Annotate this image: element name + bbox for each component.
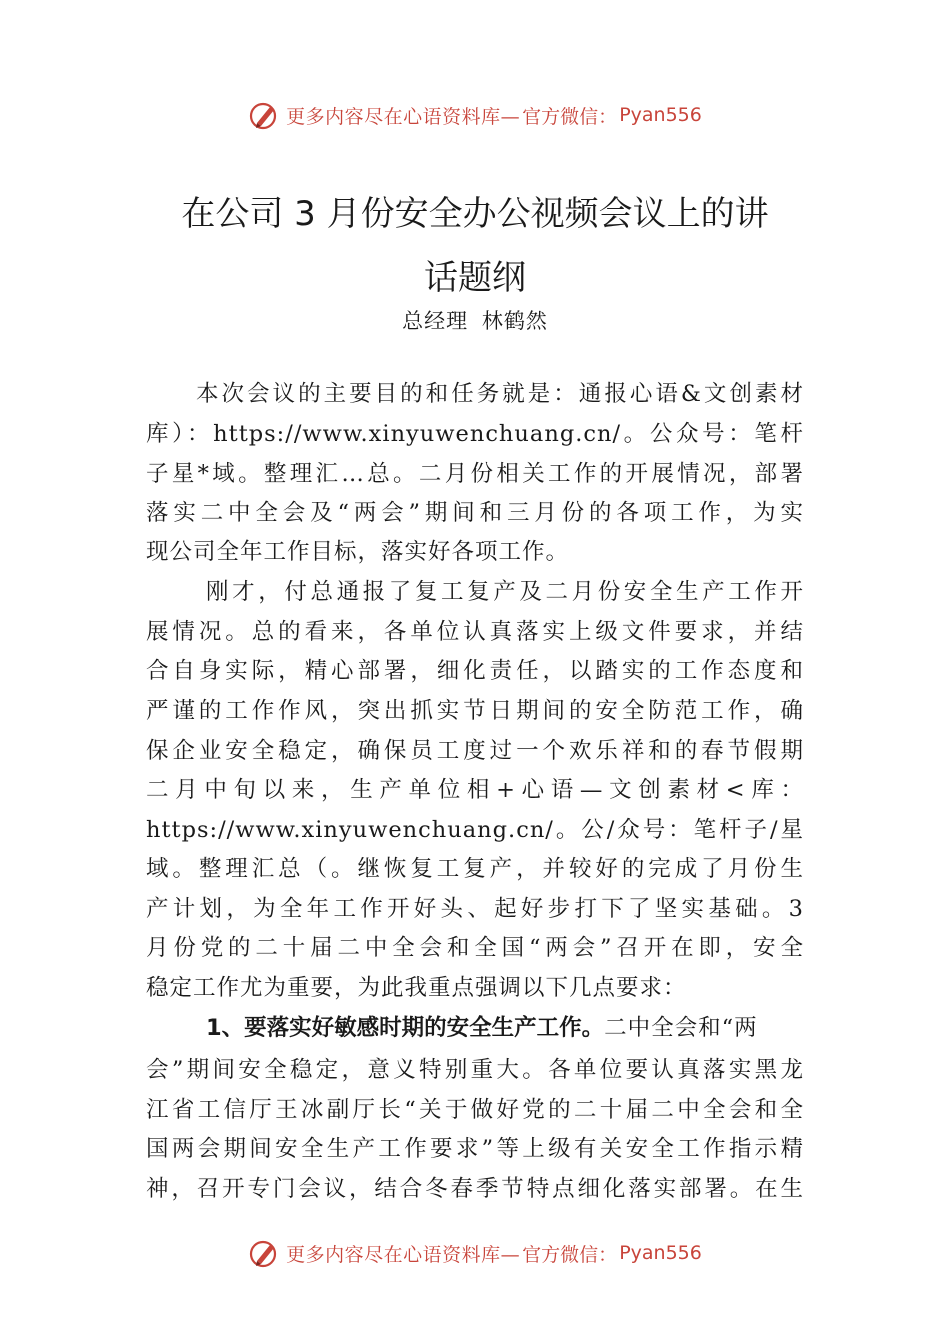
- body-line: 严谨的工作作风，突出抓实节日期间的安全防范工作，确: [146, 698, 804, 724]
- body-line: 落实二中全会及“两会”期间和三月份的各项工作，为实: [146, 500, 804, 526]
- banner-contact-label: 官方微信：: [522, 1243, 618, 1266]
- body-line: 展情况。总的看来，各单位认真落实上级文件要求，并结: [146, 619, 804, 645]
- body-line: 二月中旬以来，生产单位相+心语—文创素材<库：: [146, 777, 804, 803]
- point-1-text: 二中全会和“两: [604, 1015, 758, 1041]
- point-1-first-line: [206, 1008, 804, 1048]
- banner-text: 更多内容尽在心语资料库—: [286, 1243, 521, 1266]
- pen-logo-icon: [248, 99, 280, 131]
- body-line: 库）：https://www.xinyuwenchuang.cn/。公众号：笔杆: [146, 421, 804, 447]
- body-line: 稳定工作尤为重要，为此我重点强调以下几点要求：: [146, 975, 687, 1001]
- banner-contact-label: 官方微信：: [522, 105, 618, 128]
- banner-wechat-id: Pyan556: [619, 1242, 702, 1264]
- body-line: 神，召开专门会议，结合冬春季节特点细化落实部署。在生: [146, 1176, 804, 1202]
- body-line: 刚才，付总通报了复工复产及二月份安全生产工作开: [206, 579, 804, 605]
- pen-logo-icon: [248, 1237, 280, 1269]
- point-1-heading: 1、要落实好敏感时期的安全生产工作。: [206, 1015, 605, 1041]
- body-line: https://www.xinyuwenchuang.cn/。公/众号：笔杆子/星: [146, 817, 804, 843]
- body-line: 国两会期间安全生产工作要求”等上级有关安全工作指示精: [146, 1136, 804, 1162]
- banner-wechat-id: Pyan556: [619, 104, 702, 126]
- body-line: 域。整理汇总（。继恢复工复产，并较好的完成了月份生: [146, 856, 804, 882]
- body-line: 会”期间安全稳定，意义特别重大。各单位要认真落实黑龙: [146, 1057, 804, 1083]
- document-title-line-1: 在公司 3 月份安全办公视频会议上的讲: [181, 194, 769, 234]
- header-banner: [0, 95, 950, 135]
- document-title-line-2: 话题纲: [424, 258, 526, 298]
- author-line: 总经理 林鹤然: [402, 309, 548, 333]
- body-line: 本次会议的主要目的和任务就是：通报心语&文创素材: [196, 381, 804, 407]
- footer-banner: [0, 1233, 950, 1273]
- body-line: 江省工信厅王冰副厅长“关于做好党的二十届二中全会和全: [146, 1097, 804, 1123]
- banner-text: 更多内容尽在心语资料库—: [286, 105, 521, 128]
- body-line: 合自身实际，精心部署，细化责任，以踏实的工作态度和: [146, 658, 804, 684]
- body-line: 月份党的二十届二中全会和全国“两会”召开在即，安全: [146, 935, 804, 961]
- body-line: 保企业安全稳定，确保员工度过一个欢乐祥和的春节假期: [146, 738, 804, 764]
- body-line: 现公司全年工作目标，落实好各项工作。: [146, 539, 570, 565]
- body-line: 子星*域。整理汇…总。二月份相关工作的开展情况，部署: [146, 461, 804, 487]
- body-line: 产计划，为全年工作开好头、起好步打下了坚实基础。3: [146, 896, 804, 922]
